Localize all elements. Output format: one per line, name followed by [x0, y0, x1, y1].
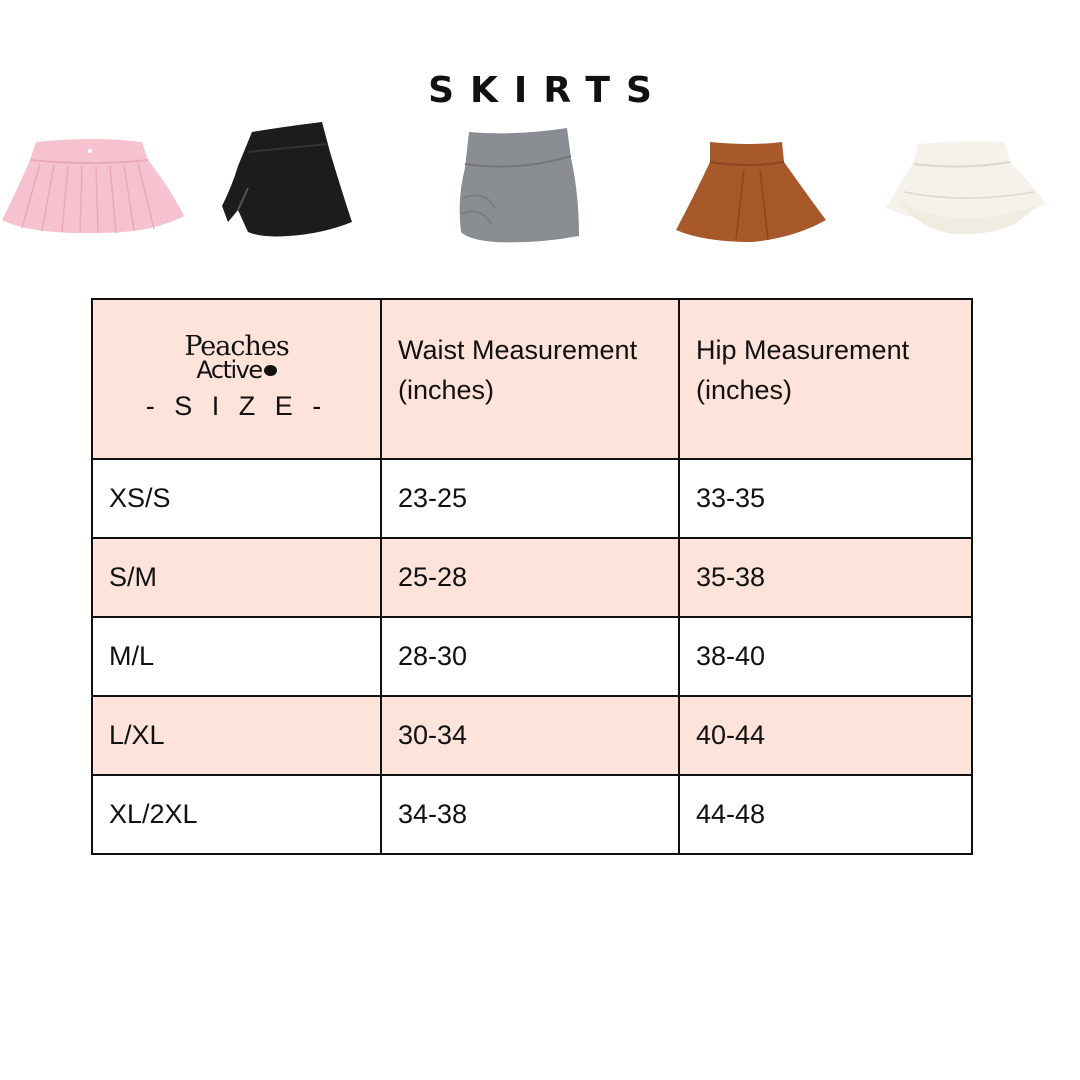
size-cell: XL/2XL	[92, 775, 381, 854]
hip-cell: 40-44	[679, 696, 972, 775]
size-column-header: - S I Z E -	[145, 390, 328, 421]
hip-cell: 44-48	[679, 775, 972, 854]
size-cell: S/M	[92, 538, 381, 617]
logo-line-active: Active	[196, 355, 262, 384]
logo-line-peaches: Peaches	[184, 330, 289, 362]
peaches-active-logo	[184, 330, 289, 384]
waist-cell: 25-28	[381, 538, 679, 617]
waist-header-line2: (inches)	[398, 375, 495, 405]
waist-cell: 23-25	[381, 459, 679, 538]
size-cell: XS/S	[92, 459, 381, 538]
table-row	[92, 538, 972, 617]
page-title: SKIRTS	[428, 70, 668, 111]
hip-column-header	[679, 299, 972, 459]
size-cell: M/L	[92, 617, 381, 696]
hip-cell: 33-35	[679, 459, 972, 538]
waist-cell: 28-30	[381, 617, 679, 696]
peach-icon	[264, 365, 277, 376]
table-row	[92, 617, 972, 696]
hip-cell: 38-40	[679, 617, 972, 696]
black-slit-skirt-image	[218, 122, 354, 240]
hip-header-line1: Hip Measurement	[696, 335, 910, 365]
waist-cell: 34-38	[381, 775, 679, 854]
table-header-row	[92, 299, 972, 459]
hip-header-line2: (inches)	[696, 375, 793, 405]
table-row	[92, 775, 972, 854]
table-row	[92, 459, 972, 538]
waist-cell: 30-34	[381, 696, 679, 775]
white-ruffle-skirt-image	[884, 140, 1048, 236]
brown-flared-skirt-image	[674, 140, 828, 244]
waist-header-line1: Waist Measurement	[398, 335, 638, 365]
size-chart-table	[91, 298, 973, 855]
waist-column-header	[381, 299, 679, 459]
size-cell: L/XL	[92, 696, 381, 775]
pink-pleated-skirt-image	[0, 136, 186, 236]
table-row	[92, 696, 972, 775]
hip-cell: 35-38	[679, 538, 972, 617]
gray-skirt-image	[455, 128, 583, 244]
brand-size-header	[92, 299, 381, 459]
